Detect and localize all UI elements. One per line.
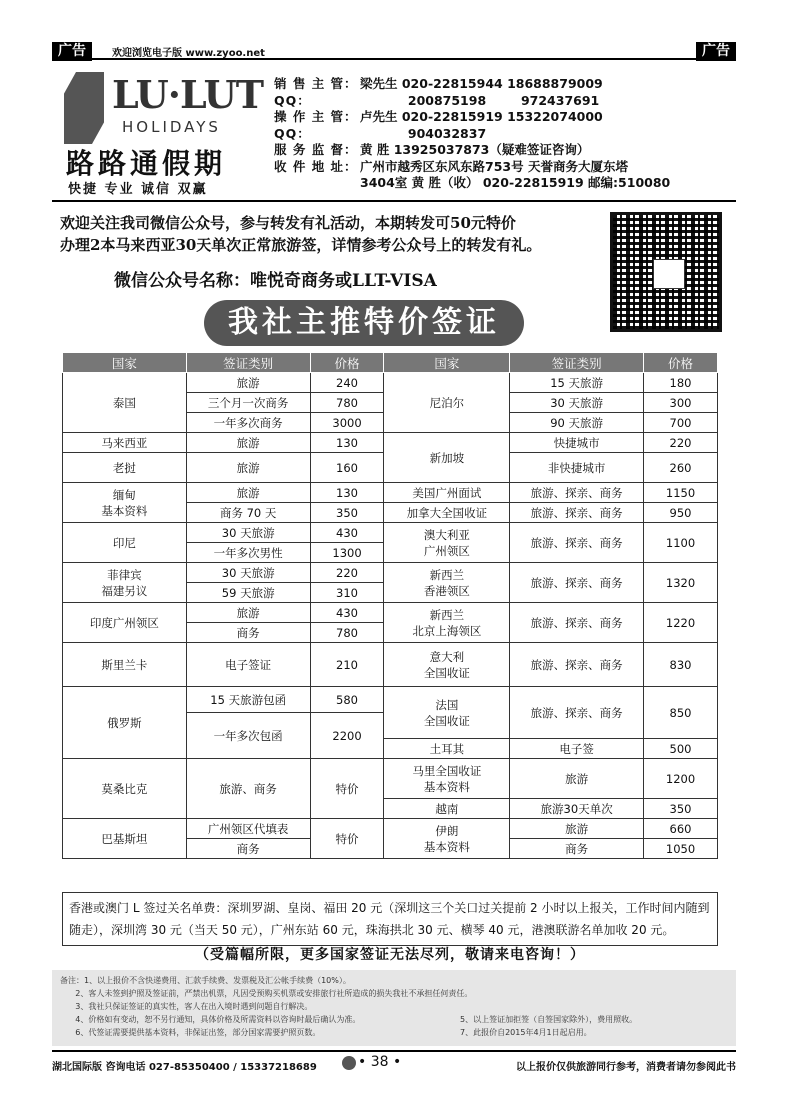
remarks-box xyxy=(52,970,736,1046)
visa-type-cell: 旅游、探亲、商务 xyxy=(510,523,644,563)
price-cell: 1100 xyxy=(644,523,718,563)
page-number: • 38 • xyxy=(358,1054,402,1070)
price-cell: 430 xyxy=(310,523,384,543)
contact-row: QQ： 904032837 xyxy=(274,125,487,141)
visa-type-cell: 30 天旅游 xyxy=(186,563,310,583)
contact-row: 销 售 主 管： 梁先生 020-22815944 18688879009 xyxy=(274,76,603,91)
ad-tag-left: 广告 xyxy=(52,42,92,61)
agency-header xyxy=(52,64,736,202)
table-row xyxy=(63,687,718,713)
contact-row: 3404室 黄 胜（收） 020-22815919 邮编:510080 xyxy=(360,175,671,190)
price-cell: 3000 xyxy=(310,413,384,433)
visa-type-cell: 一年多次包函 xyxy=(186,713,310,759)
promo-line-2: 办理2本马来西亚30天单次正常旅游签，详情参考公众号上的转发有礼。 xyxy=(60,236,542,254)
table-row xyxy=(63,819,718,839)
country-cell: 土耳其 xyxy=(384,739,510,759)
visa-type-cell: 旅游、探亲、商务 xyxy=(510,563,644,603)
ad-tag-right: 广告 xyxy=(696,42,736,61)
col-visa-type: 签证类别 xyxy=(510,353,644,373)
visa-type-cell: 旅游 xyxy=(186,453,310,483)
visa-type-cell: 旅游 xyxy=(186,433,310,453)
contact-row: 操 作 主 管： 卢先生 020-22815919 15322074000 xyxy=(274,109,603,124)
price-cell: 500 xyxy=(644,739,718,759)
price-cell: 1200 xyxy=(644,759,718,799)
agency-logo xyxy=(64,72,264,197)
visa-type-cell: 旅游 xyxy=(510,819,644,839)
agency-slogan: 快捷 专业 诚信 双赢 xyxy=(68,182,208,197)
visa-type-cell: 非快捷城市 xyxy=(510,453,644,483)
col-country: 国家 xyxy=(63,353,187,373)
price-cell: 1300 xyxy=(310,543,384,563)
country-cell: 印尼 xyxy=(63,523,187,563)
country-cell: 印度广州领区 xyxy=(63,603,187,643)
promo-line-1: 欢迎关注我司微信公众号，参与转发有礼活动，本期转发可50元特价 xyxy=(60,214,516,232)
remark-row: 4、价格如有变动，恕不另行通知，具体价格及所需资料以咨询时最后确认为准。 5、以上签证加拒签（自签国家除外），费用照收。 xyxy=(60,1015,638,1024)
country-cell: 莫桑比克 xyxy=(63,759,187,819)
remark-row: 备注：1、以上报价不含快递费用、汇款手续费、发票税及汇公帐手续费（10%）。 xyxy=(60,976,351,985)
visa-type-cell: 电子签证 xyxy=(186,643,310,687)
country-cell: 老挝 xyxy=(63,453,187,483)
table-row xyxy=(63,373,718,393)
transit-fee-notes xyxy=(62,892,718,946)
visa-type-cell: 旅游、探亲、商务 xyxy=(510,603,644,643)
country-cell: 新西兰 香港领区 xyxy=(384,563,510,603)
price-cell: 950 xyxy=(644,503,718,523)
country-cell: 美国广州面试 xyxy=(384,483,510,503)
price-cell: 430 xyxy=(310,603,384,623)
price-cell: 2200 xyxy=(310,713,384,759)
country-cell: 意大利 全国收证 xyxy=(384,643,510,687)
country-cell: 泰国 xyxy=(63,373,187,433)
visa-type-cell: 15 天旅游 xyxy=(510,373,644,393)
visa-type-cell: 59 天旅游 xyxy=(186,583,310,603)
wechat-account-name: 微信公众号名称：唯悦奇商务或LLT-VISA xyxy=(114,271,437,291)
country-cell: 斯里兰卡 xyxy=(63,643,187,687)
visa-type-cell: 三个月一次商务 xyxy=(186,393,310,413)
visa-type-cell: 90 天旅游 xyxy=(510,413,644,433)
visa-type-cell: 一年多次商务 xyxy=(186,413,310,433)
price-cell: 特价 xyxy=(310,759,384,819)
visa-type-cell: 旅游、探亲、商务 xyxy=(510,483,644,503)
price-cell: 220 xyxy=(310,563,384,583)
table-row xyxy=(63,759,718,799)
page-footer xyxy=(52,1050,736,1074)
visa-type-cell: 商务 xyxy=(510,839,644,859)
col-price: 价格 xyxy=(310,353,384,373)
price-cell: 210 xyxy=(310,643,384,687)
country-cell: 缅甸 基本资料 xyxy=(63,483,187,523)
welcome-text: 欢迎浏览电子版 www.zyoo.net xyxy=(112,48,265,59)
contact-row: 服 务 监 督： 黄 胜 13925037873（疑难签证咨询） xyxy=(274,142,590,157)
col-country: 国家 xyxy=(384,353,510,373)
visa-type-cell: 旅游、探亲、商务 xyxy=(510,503,644,523)
price-cell: 580 xyxy=(310,687,384,713)
price-cell: 特价 xyxy=(310,819,384,859)
footer-disclaimer: 以上报价仅供旅游同行参考，消费者请勿参阅此书 xyxy=(516,1062,736,1073)
price-cell: 310 xyxy=(310,583,384,603)
price-cell: 180 xyxy=(644,373,718,393)
table-row xyxy=(63,603,718,623)
remark-row: 3、我社只保证签证的真实性，客人在出入境时遇到问题自行解决。 xyxy=(60,1002,313,1011)
wechat-promo xyxy=(52,206,736,352)
price-cell: 780 xyxy=(310,393,384,413)
footer-hotline: 湖北国际版 咨询电话 027-85350400 / 15337218689 xyxy=(52,1062,317,1073)
country-cell: 新西兰 北京上海领区 xyxy=(384,603,510,643)
country-cell: 马来西亚 xyxy=(63,433,187,453)
visa-type-cell: 旅游、探亲、商务 xyxy=(510,643,644,687)
price-cell: 160 xyxy=(310,453,384,483)
col-price: 价格 xyxy=(644,353,718,373)
featured-visa-banner: 我社主推特价签证 xyxy=(204,300,524,346)
price-cell: 130 xyxy=(310,433,384,453)
visa-type-cell: 15 天旅游包函 xyxy=(186,687,310,713)
price-cell: 130 xyxy=(310,483,384,503)
visa-type-cell: 旅游30天单次 xyxy=(510,799,644,819)
table-row xyxy=(63,563,718,583)
price-cell: 660 xyxy=(644,819,718,839)
contact-row: QQ： 200875198 972437691 xyxy=(274,92,600,108)
logo-holidays: HOLIDAYS xyxy=(122,118,221,136)
visa-type-cell: 一年多次男性 xyxy=(186,543,310,563)
visa-type-cell: 旅游 xyxy=(186,483,310,503)
visa-type-cell: 商务 xyxy=(186,839,310,859)
price-cell: 1050 xyxy=(644,839,718,859)
col-visa-type: 签证类别 xyxy=(186,353,310,373)
logo-mark-icon xyxy=(64,72,104,144)
contact-row: 收 件 地 址： 广州市越秀区东风东路753号 天誉商务大厦东塔 xyxy=(274,158,628,174)
agency-cn-name: 路路通假期 xyxy=(66,147,227,180)
remark-row: 6、代签证需要提供基本资料，非保证出签，部分国家需要护照页数。 7、此报价自2015年4月1日起启用。 xyxy=(60,1028,592,1037)
price-cell: 830 xyxy=(644,643,718,687)
visa-type-cell: 旅游 xyxy=(186,603,310,623)
table-row xyxy=(63,523,718,543)
top-bar xyxy=(52,42,736,60)
visa-type-cell: 旅游 xyxy=(186,373,310,393)
visa-type-cell: 商务 70 天 xyxy=(186,503,310,523)
visa-type-cell: 广州领区代填表 xyxy=(186,819,310,839)
price-cell: 350 xyxy=(310,503,384,523)
visa-type-cell: 快捷城市 xyxy=(510,433,644,453)
price-cell: 1150 xyxy=(644,483,718,503)
footer-emblem-icon xyxy=(342,1056,356,1070)
table-header-row xyxy=(63,353,718,373)
visa-type-cell: 商务 xyxy=(186,623,310,643)
table-row xyxy=(63,483,718,503)
visa-type-cell: 旅游 xyxy=(510,759,644,799)
country-cell: 马里全国收证 基本资料 xyxy=(384,759,510,799)
table-row xyxy=(63,643,718,687)
price-cell: 300 xyxy=(644,393,718,413)
country-cell: 澳大利亚 广州领区 xyxy=(384,523,510,563)
price-cell: 780 xyxy=(310,623,384,643)
country-cell: 俄罗斯 xyxy=(63,687,187,759)
price-cell: 240 xyxy=(310,373,384,393)
notes-line-1: 香港或澳门 L 签过关名单费：深圳罗湖、皇岗、福田 20 元（深圳这三个关口过关提前 2 小时以上报关，工作时间内随到 xyxy=(69,901,710,915)
country-cell: 加拿大全国收证 xyxy=(384,503,510,523)
country-cell: 尼泊尔 xyxy=(384,373,510,433)
country-cell: 法国 全国收证 xyxy=(384,687,510,739)
qr-code-icon xyxy=(610,212,722,332)
visa-type-cell: 30 天旅游 xyxy=(510,393,644,413)
visa-type-cell: 旅游、商务 xyxy=(186,759,310,819)
logo-brand: LU·LUT xyxy=(112,72,264,117)
remark-row: 2、客人未签到护照及签证前，严禁出机票，凡因受预购买机票或安排旅行社所造成的损失我社不承担任何责任。 xyxy=(60,989,473,998)
limited-space-note: （受篇幅所限，更多国家签证无法尽列，敬请来电咨询！） xyxy=(195,947,585,963)
contact-list xyxy=(274,76,670,192)
visa-price-table xyxy=(62,352,718,859)
price-cell: 1220 xyxy=(644,603,718,643)
price-cell: 850 xyxy=(644,687,718,739)
country-cell: 越南 xyxy=(384,799,510,819)
price-cell: 700 xyxy=(644,413,718,433)
country-cell: 新加坡 xyxy=(384,433,510,483)
price-cell: 350 xyxy=(644,799,718,819)
price-cell: 220 xyxy=(644,433,718,453)
notes-line-2: 随走），深圳湾 30 元（当天 50 元），广州东站 60 元，珠海拱北 30 元、横琴 40 元，港澳联游名单加收 20 元。 xyxy=(69,923,675,937)
price-cell: 260 xyxy=(644,453,718,483)
table-row xyxy=(63,433,718,453)
country-cell: 菲律宾 福建另议 xyxy=(63,563,187,603)
country-cell: 伊朗 基本资料 xyxy=(384,819,510,859)
country-cell: 巴基斯坦 xyxy=(63,819,187,859)
visa-type-cell: 旅游、探亲、商务 xyxy=(510,687,644,739)
visa-type-cell: 30 天旅游 xyxy=(186,523,310,543)
price-cell: 1320 xyxy=(644,563,718,603)
visa-type-cell: 电子签 xyxy=(510,739,644,759)
